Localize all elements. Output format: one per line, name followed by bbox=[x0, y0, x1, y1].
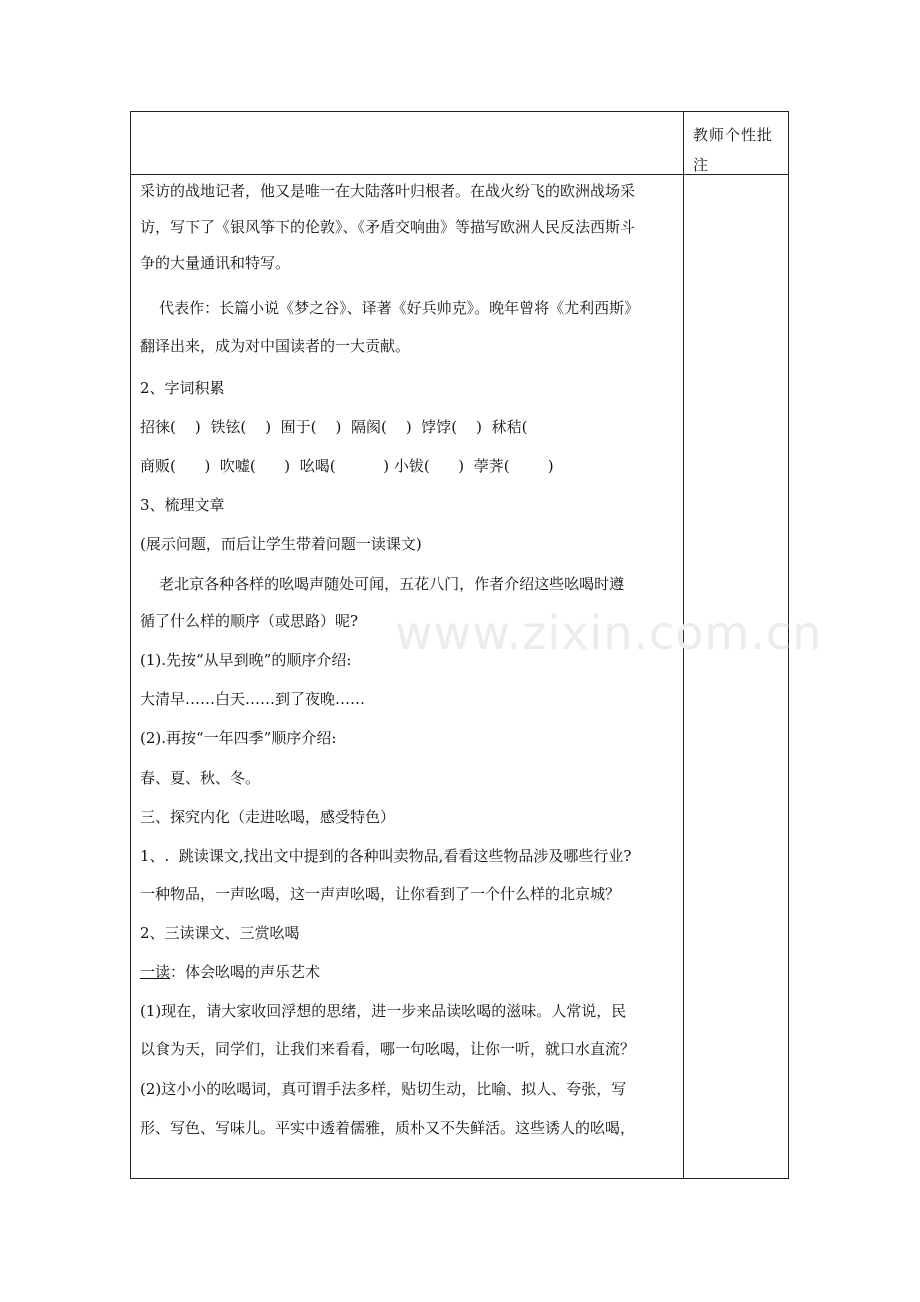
section-heading: 3、梳理文章 bbox=[140, 496, 225, 514]
lesson-table bbox=[130, 111, 789, 1179]
text-line: (1)现在，请大家收回浮想的思绪，进一步来品读吆喝的滋味。人常说，民 bbox=[140, 1002, 627, 1020]
text-line: 一种物品，一声吆喝，这一声声吆喝，让你看到了一个什么样的北京城？ bbox=[140, 885, 621, 903]
text-line: 大清早……白天……到了夜晚…… bbox=[140, 690, 366, 708]
vocab-line: 招徕( ) 铁铉( ) 囿于( ) 隔阂( ) 饽饽( ) 秫秸( bbox=[140, 418, 528, 436]
column-divider bbox=[683, 112, 684, 1178]
text-line: 循了什么样的顺序（或思路）呢? bbox=[140, 612, 359, 630]
first-reading-label: 一读 bbox=[140, 963, 171, 981]
section-heading: 2、三读课文、三赏吆喝 bbox=[140, 924, 300, 942]
watermark: www.zixin.com.cn bbox=[395, 606, 823, 660]
text-line: 形、写色、写味儿。平实中透着儒雅，质朴又不失鲜活。这些诱人的吆喝， bbox=[140, 1119, 636, 1137]
first-reading-line bbox=[140, 961, 320, 983]
text-line: (2).再按“一年四季”顺序介绍: bbox=[140, 729, 337, 747]
vocab-line: 商贩( ) 吹嘘( ) 吆喝( ) 小钹( ) 荸荠( ) bbox=[140, 457, 554, 475]
text-line: 春、夏、秋、冬。 bbox=[140, 769, 261, 787]
text-line: 访，写下了《银风筝下的伦敦》、《矛盾交响曲》等描写欧洲人民反法西斯斗 bbox=[140, 218, 636, 236]
text-line: 代表作：长篇小说《梦之谷》、译著《好兵帅克》。晚年曾将《尤利西斯》 bbox=[140, 299, 640, 317]
text-line: 争的大量通讯和特写。 bbox=[140, 254, 291, 272]
text-line: 翻译出来，成为对中国读者的一大贡献。 bbox=[140, 337, 411, 355]
first-reading-colon: ： bbox=[170, 963, 186, 981]
text-line: 1、. 跳读课文,找出文中提到的各种叫卖物品,看看这些物品涉及哪些行业? bbox=[140, 847, 632, 865]
text-line: (2)这小小的吆喝词，真可谓手法多样，贴切生动，比喻、拟人、夸张，写 bbox=[140, 1080, 627, 1098]
text-line: (1).先按“从早到晚”的顺序介绍: bbox=[140, 651, 352, 669]
first-reading-text: 体会吆喝的声乐艺术 bbox=[185, 963, 321, 981]
header-row-divider bbox=[131, 174, 788, 175]
teacher-notes-header: 教师个性批注 bbox=[693, 126, 774, 174]
section-heading: 三、探究内化（走进吆喝，感受特色） bbox=[140, 808, 396, 826]
text-line: 老北京各种各样的吆喝声随处可闻，五花八门，作者介绍这些吆喝时遵 bbox=[140, 575, 625, 593]
text-line: (展示问题，而后让学生带着问题一读课文) bbox=[140, 535, 422, 553]
section-heading: 2、字词积累 bbox=[140, 379, 225, 397]
text-line: 采访的战地记者，他又是唯一在大陆落叶归根者。在战火纷飞的欧洲战场采 bbox=[140, 182, 636, 200]
text-line: 以食为天，同学们，让我们来看看，哪一句吆喝，让你一听，就口水直流？ bbox=[140, 1040, 636, 1058]
